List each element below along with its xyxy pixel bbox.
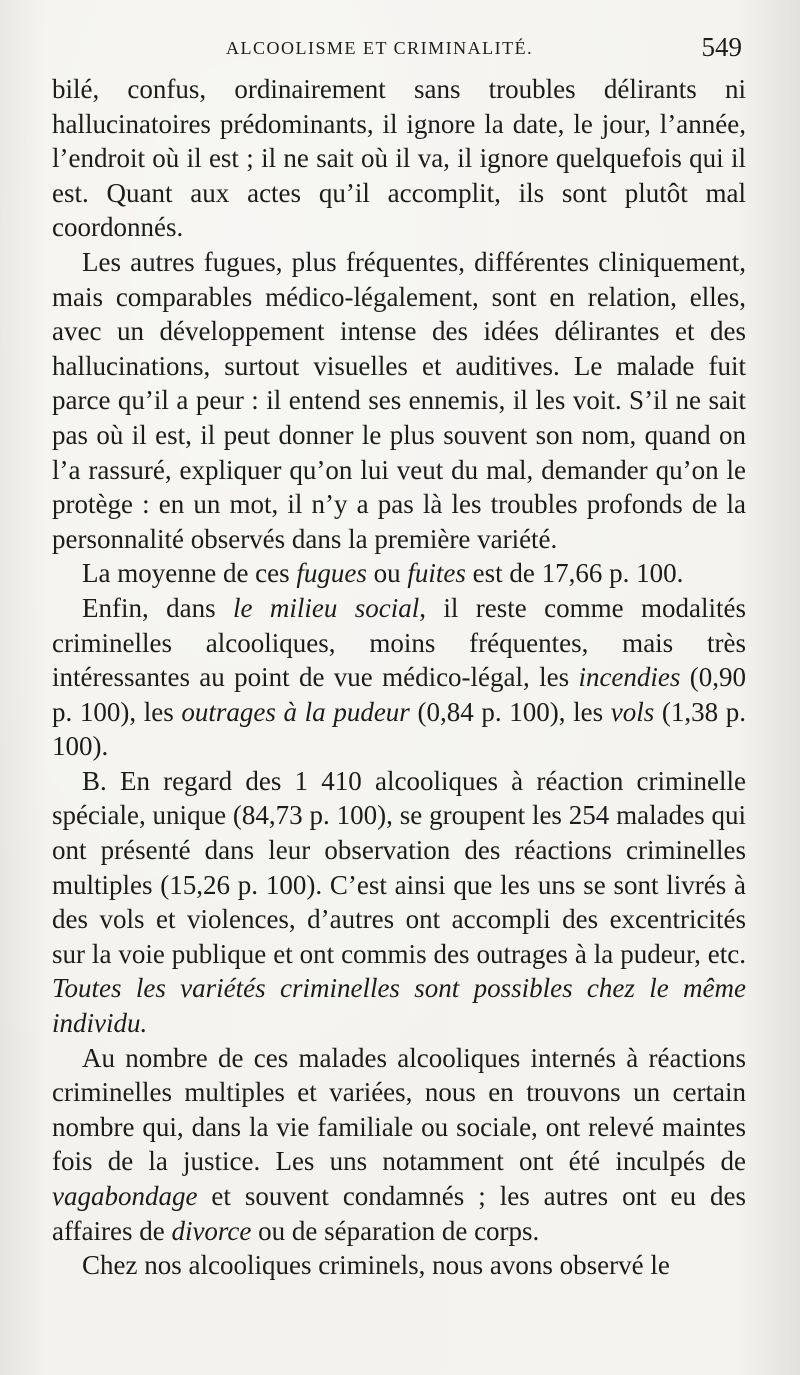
paragraph-other-fugues: Les autres fugues, plus fréquentes, différentes cliniquement, mais comparables médico-légalement, sont en relation, elles, avec un développement intense des idées délirantes et des hallucinations, surtout visuelles et auditives. Le malade fuit parce qu’il a peur : il entend ses ennemis, il les voit. S’il ne sait pas où il est, il peut donner le plus souvent son nom, quand on l’a rassuré, expliquer qu’on lui veut du mal, demander qu’on le protège : en un mot, il n’y a pas là les troubles profonds de la personnalité observés dans la première variété. [52, 246, 746, 554]
paragraph-social-milieu [52, 591, 746, 764]
text-run: ou de séparation de corps. [251, 1215, 540, 1246]
text-run: Enfin, dans [82, 592, 234, 623]
page-header [56, 28, 746, 68]
text-run: , il reste comme modalités criminelles alcooliques, moins fréquentes, mais très intéressantes au point de vue médico-légal, les [52, 592, 746, 693]
text-run: Au nombre de ces malades alcooliques internés à réactions criminelles multiples et variées, nous en trouvons un certain nombre qui, dans la vie familiale ou sociale, ont relevé maintes fois de la justice. Les uns notamment ont été inculpés de [52, 1042, 746, 1177]
paragraph-continuation: bilé, confus, ordinairement sans troubles délirants ni hallucinatoires prédominants, il ignore la date, le jour, l’année, l’endroit où il est ; il ne sait où il va, il ignore quelquefois qui il est. Quant aux actes qu’il accomplit, ils sont plutôt mal coordonnés. [52, 74, 746, 243]
text-run: (0,84 p. 100), les [409, 696, 611, 727]
text-run: ou [366, 558, 408, 589]
italic-term: fuites [407, 558, 466, 589]
text-run: et souvent condamnés ; les autres ont eu des affaires de [52, 1181, 746, 1246]
italic-term: vagabondage [52, 1181, 198, 1211]
paragraph-fugues-average [52, 556, 746, 591]
italic-term: fugues [296, 558, 367, 589]
text-run: (1,38 p. 100). [52, 696, 746, 762]
italic-term: vols [610, 696, 655, 727]
italic-term: le milieu social [233, 592, 420, 623]
paragraph-final: Chez nos alcooliques criminels, nous avons observé le [82, 1250, 670, 1281]
italic-term: outrages à la pudeur [181, 696, 410, 727]
body-text [52, 72, 746, 1283]
text-run: La moyenne de ces [82, 558, 297, 589]
italic-term: incendies [578, 662, 681, 693]
italic-term: divorce [171, 1215, 252, 1246]
paragraph-multiple-reactions [52, 1041, 746, 1249]
running-title: ALCOOLISME ET CRIMINALITÉ. [226, 38, 534, 58]
text-run: est de 17,66 p. 100. [465, 558, 684, 589]
text-run: (0,90 p. 100), les [52, 662, 746, 727]
page-number: 549 [701, 32, 742, 62]
paragraph-section-b [52, 764, 746, 1041]
italic-sentence: Toutes les variétés criminelles sont possibles chez le même individu. [52, 973, 746, 1039]
text-run: B. En regard des 1 410 alcooliques à réaction criminelle spéciale, unique (84,73 p. 100), se groupent les 254 malades qui ont présenté dans leur observation des réactions criminelles multiples (15,26 p. 100). C’est ainsi que les uns se sont livrés à des vols et violences, d’autres ont accompli des excentricités sur la voie publique et ont commis des outrages à la pudeur, etc. [52, 765, 746, 969]
